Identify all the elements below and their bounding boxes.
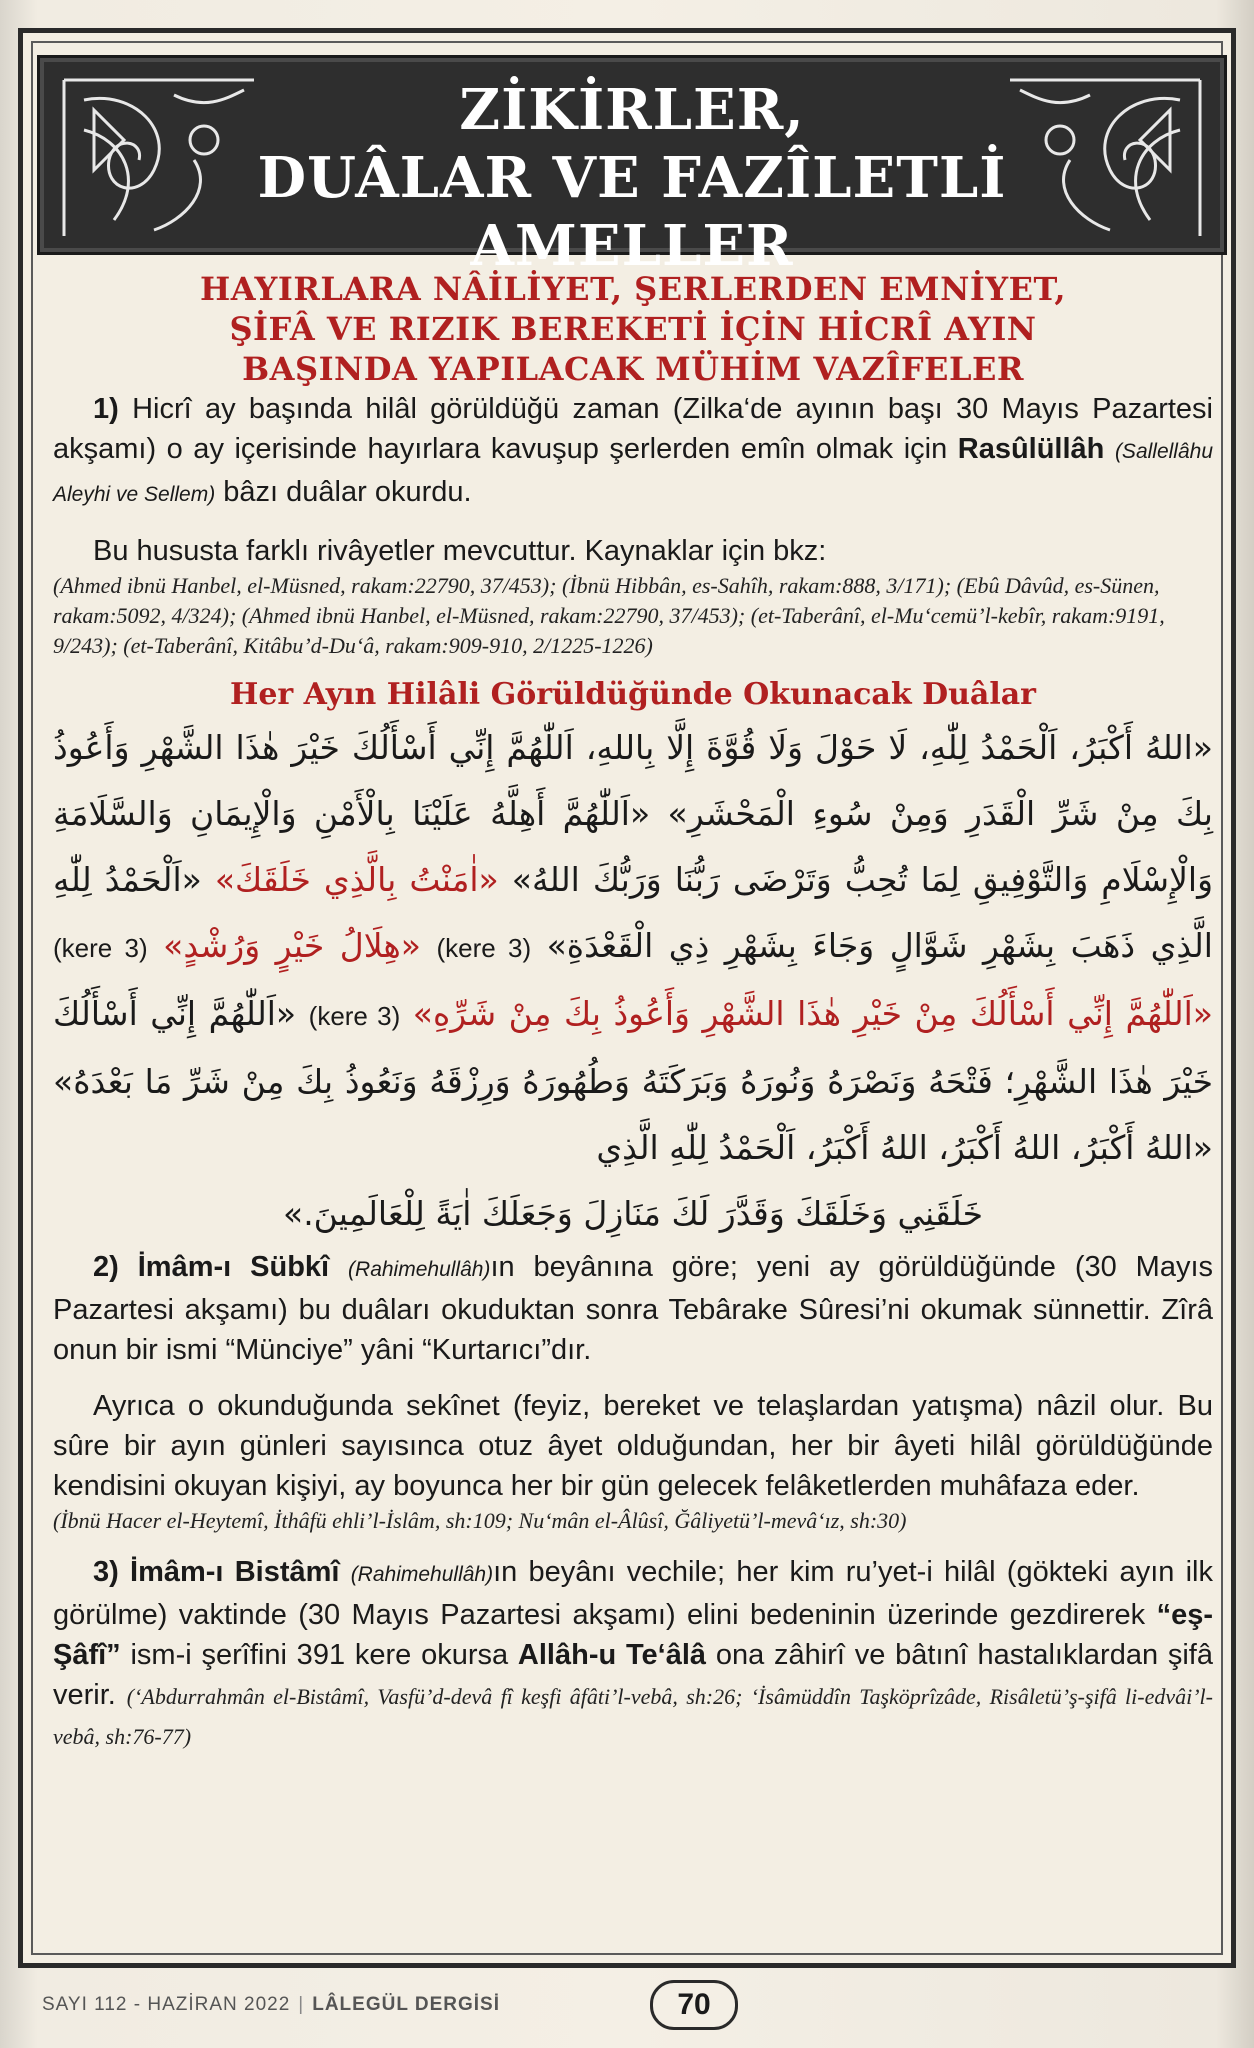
arabic-last-line: خَلَقَنِي وَخَلَقَكَ وَقَدَّرَ لَكَ مَنَازِلَ وَجَعَلَكَ اٰيَةً لِلْعَالَمِينَ.» bbox=[283, 1194, 983, 1233]
citation: (‘Abdurrahmân el-Bistâmî, Vasfü’d-devâ fî keşfi âfâti’l-vebâ, sh:26; ‘İsâmüddîn Taşköprîzâde, Risâletü’ş-şifâ li-edvâi’l-vebâ, sh:76-77) bbox=[53, 1684, 1214, 1749]
scholar-name: İmâm-ı Sübkî bbox=[137, 1251, 330, 1283]
intro-heading-line: BAŞINDA YAPILACAK MÜHİM VAZÎFELER bbox=[242, 350, 1024, 388]
page-frame bbox=[18, 28, 1236, 1968]
title-line-1: ZİKİRLER, bbox=[459, 77, 805, 143]
honorific: (Rahimehullâh) bbox=[348, 1258, 491, 1281]
item-3-text: ona zâhirî ve bâtınî hastalıklardan şifâ verir. bbox=[53, 1639, 1213, 1711]
item-3-text: ism-i şerîfini 391 kere okursa bbox=[130, 1639, 509, 1671]
item-number: 3) bbox=[93, 1556, 119, 1588]
page-title bbox=[240, 76, 1024, 280]
arabic-prayers bbox=[53, 715, 1213, 1181]
page-number: 70 bbox=[650, 1980, 738, 2030]
item-number: 1) bbox=[93, 393, 119, 425]
article-body bbox=[53, 269, 1213, 1755]
arabic-text: «اَللّٰهُمَّ إِنِّي أَسْأَلُكَ خَيْرَ هٰذَا الشَّهْرِ؛ فَتْحَهُ وَنَصْرَهُ وَنُورَهُ وَبَرَكَتَهُ وَطُهُورَهُ وَرِزْقَهُ وَنَعُوذُ بِكَ مِنْ شَرِّ مَا بَعْدَهُ» «اللهُ أَكْبَرُ، اللهُ أَكْبَرُ، اللهُ أَكْبَرُ، اَلْحَمْدُ لِلّٰهِ الَّذِي bbox=[53, 994, 1213, 1167]
item-1-text: Hicrî ay başında hilâl görüldüğü zaman (Zilka‘de ayının başı 30 Mayıs Pazartesi akşamı) o ay içerisinde hayırlara kavuşup şerlerden emîn olmak için bbox=[53, 393, 1213, 465]
repeat-count: (3 kere) bbox=[436, 933, 532, 963]
intro-heading-line: HAYIRLARA NÂİLİYET, ŞERLERDEN EMNİYET, bbox=[200, 270, 1066, 308]
honorific: (Rahimehullâh) bbox=[350, 1563, 494, 1586]
floral-ornament-icon bbox=[1000, 70, 1210, 246]
item-1-paragraph bbox=[53, 389, 1213, 515]
allah-name: Allâh-u Te‘âlâ bbox=[517, 1639, 707, 1671]
footer-text: SAYI 112 - HAZİRAN 2022 | LÂLEGÜL DERGİSİ bbox=[42, 1994, 501, 2015]
arabic-text: «اَلْحَمْدُ لِلّٰهِ الَّذِي ذَهَبَ بِشَهْرِ شَوَّالٍ وَجَاءَ بِشَهْرِ ذِي الْقَعْدَةِ» bbox=[53, 860, 1213, 965]
prophet-name: Rasûlüllâh bbox=[957, 433, 1105, 465]
floral-ornament-icon bbox=[54, 70, 264, 246]
citation: (İbnü Hacer el-Heytemî, İthâfü ehli’l-İslâm, sh:109; Nu‘mân el-Âlûsî, Ğâliyetü’l-mevâ‘ız, sh:30) bbox=[53, 1508, 907, 1533]
intro-heading-line: ŞİFÂ VE RIZIK BEREKETİ İÇİN HİCRÎ AYIN bbox=[229, 310, 1037, 348]
item-3-text: ın beyânı vechile; her kim ru’yet-i hilâl (gökteki ayın ilk görülme) vaktinde (30 Mayıs Pazartesi akşamı) elini bedeninin üzerinde gezdirerek bbox=[53, 1556, 1213, 1631]
page-footer bbox=[30, 1980, 1230, 2030]
repeat-count: (3 kere) bbox=[308, 1001, 401, 1031]
item-2-paragraph bbox=[53, 1247, 1213, 1370]
repeat-count: (3 kere) bbox=[53, 933, 148, 963]
citation: (Ahmed ibnü Hanbel, el-Müsned, rakam:22790, 37/453); (İbnü Hibbân, es-Sahîh, rakam:888, 3/171); (Ebû Dâvûd, es-Sünen, rakam:5092, 4/324); (Ahmed ibnü Hanbel, el-Müsned, rakam:22790, 37/453); (et-Taberânî, el-Mu‘cemü’l-kebîr, rakam:9191, 9/243); (et-Taberânî, Kitâbu’d-Du‘â, rakam:909-910, 2/1225-1226) bbox=[53, 573, 1165, 658]
arabic-text-red: «اَللّٰهُمَّ إِنِّي أَسْأَلُكَ مِنْ خَيْرِ هٰذَا الشَّهْرِ وَأَعُوذُ بِكَ مِنْ شَرِّهِ» bbox=[412, 994, 1213, 1033]
divine-name: “eş-Şâfî” bbox=[53, 1599, 1213, 1671]
arabic-text: «اللهُ أَكْبَرُ، اَلْحَمْدُ لِلّٰهِ، لَا حَوْلَ وَلَا قُوَّةَ إِلَّا بِاللهِ، اَللّٰهُمَّ إِنِّي أَسْأَلُكَ خَيْرَ هٰذَا الشَّهْرِ وَأَعُوذُ بِكَ مِنْ شَرِّ الْقَدَرِ وَمِنْ سُوءِ الْمَحْشَرِ» «اَللّٰهُمَّ أَهِلَّهُ عَلَيْنَا بِالْأَمْنِ وَالْإِيمَانِ وَالسَّلَامَةِ وَالْإِسْلَامِ وَالتَّوْفِيقِ لِمَا تُحِبُّ وَتَرْضَى رَبُّنَا وَرَبُّكَ اللهُ» bbox=[53, 728, 1214, 899]
arabic-text-red: «هِلَالُ خَيْرٍ وَرُشْدٍ» bbox=[163, 926, 421, 965]
title-line-2: DUÂLAR VE FAZÎLETLİ AMELLER bbox=[257, 145, 1007, 279]
arabic-text-red: «اٰمَنْتُ بِالَّذِي خَلَقَكَ» bbox=[214, 860, 499, 899]
issue-label: SAYI 112 - HAZİRAN 2022 bbox=[42, 1994, 291, 2015]
dua-heading: Her Ayın Hilâli Görüldüğünde Okunacak Duâlar bbox=[229, 677, 1036, 712]
scholar-name: İmâm-ı Bistâmî bbox=[130, 1556, 340, 1588]
item-3-paragraph bbox=[53, 1552, 1213, 1755]
item-2-text: ın beyânına göre; yeni ay görüldüğünde (30 Mayıs Pazartesi akşamı) bu duâları okuduktan sonra Tebârake Sûresi’ni okumak sünnettir. Zîrâ onun bir ismi “Münciye” yâni “Kurtarıcı”dır. bbox=[53, 1251, 1214, 1366]
header-banner bbox=[37, 55, 1227, 279]
item-1-text-end: bâzı duâlar okurdu. bbox=[223, 476, 472, 508]
intro-heading bbox=[53, 269, 1213, 389]
item-number: 2) bbox=[93, 1251, 119, 1283]
item-2-paragraph-2: Ayrıca o okunduğunda sekînet (feyiz, bereket ve telaşlardan yatışma) nâzil olur. Bu sûre bir ayın günleri sayısınca otuz âyet olduğundan, her bir âyeti hilâl görüldüğünde kendisini okuyan kişiyi, ay boyunca her bir gün gelecek felâketlerden muhâfaza eder. bbox=[53, 1390, 1213, 1502]
sources-intro: Bu hususta farklı rivâyetler mevcuttur. Kaynaklar için bkz: bbox=[93, 535, 827, 567]
honorific: (Sallellâhu Aleyhi ve Sellem) bbox=[53, 440, 1213, 506]
magazine-name: LÂLEGÜL DERGİSİ bbox=[312, 1994, 501, 2015]
